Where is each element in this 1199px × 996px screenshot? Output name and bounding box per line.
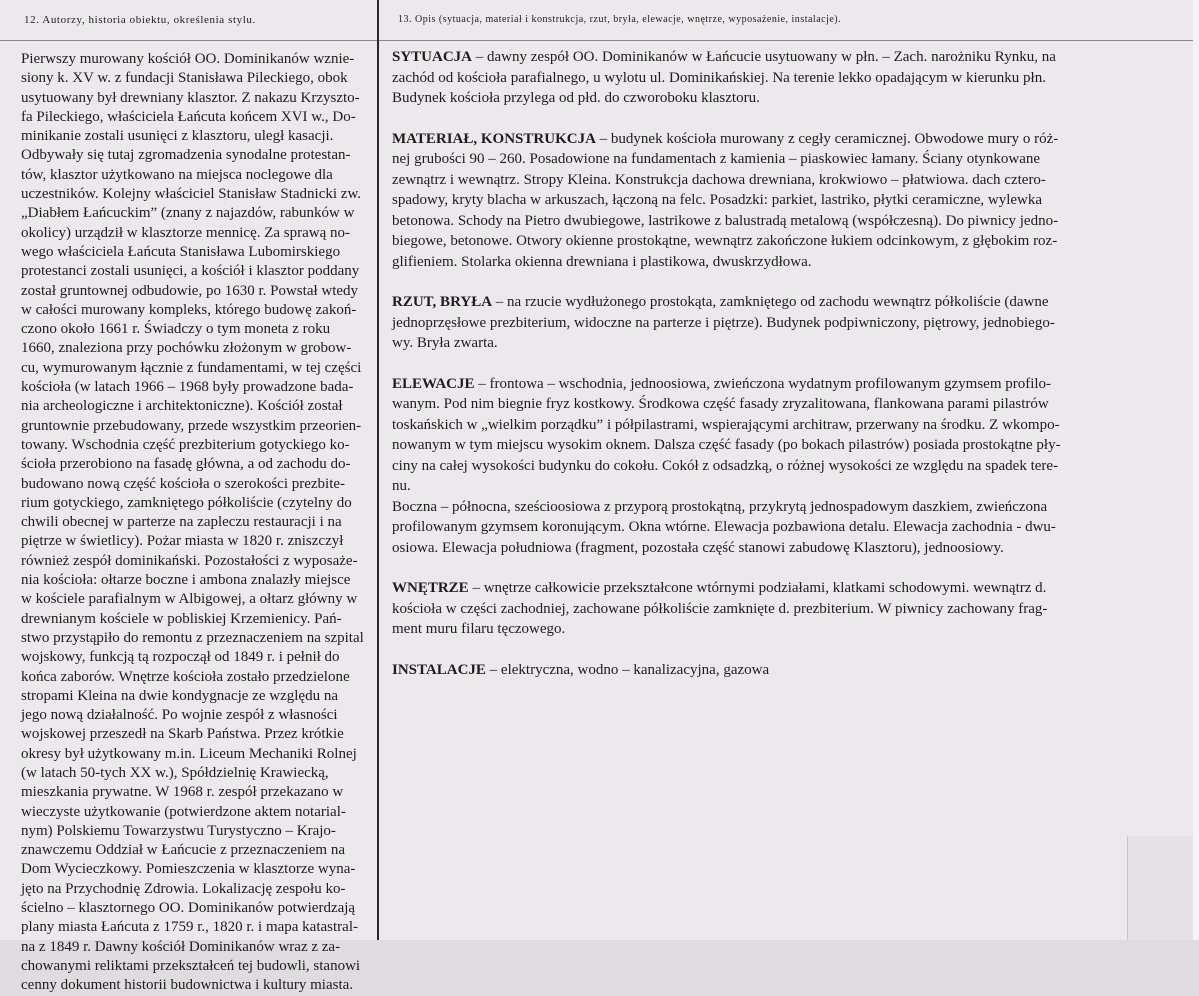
history-text-line: nia kościoła: ołtarze boczne i ambona znalazły miejsce	[21, 572, 351, 589]
description-text-line	[392, 660, 1192, 681]
history-text-line: wojskowej przeszedł na Skarb Państwa. Przez krótkie	[21, 726, 344, 743]
history-text-line: kościoła (w latach 1966 – 1968 były prowadzone bada-	[21, 379, 354, 396]
history-text-line: końca zaborów. Wnętrze kościoła zostało przedzielone	[21, 668, 350, 685]
section-text: ment muru filaru tęczowego.	[392, 621, 566, 637]
history-text-line: gruntownie przebudowany, przede wszystkim przeorien-	[21, 417, 362, 434]
history-text-line: rium gotyckiego, zamkniętego półkoliście (czytelny do	[21, 494, 352, 511]
history-text-line: wojskowy, funkcją tą rozpoczął od 1849 r. i pełnił do	[21, 649, 340, 666]
history-text-line: w całości murowany kompleks, którego budowę zakoń-	[21, 301, 357, 318]
description-section	[392, 47, 1192, 109]
section-text: Boczna – północna, sześcioosiowa z przyporą prostokątną, przykrytą jednospadowym daszkiem, zwieńczona	[392, 498, 1048, 515]
description-text-line	[392, 149, 1192, 170]
section-text: jednoprzęsłowe prezbiterium, widoczne na parterze i piętrze). Budynek podpiwniczony, piętrowy, jednobiego-	[392, 314, 1055, 331]
section-heading: SYTUACJA	[392, 49, 473, 65]
section-text: – frontowa – wschodnia, jednoosiowa, zwieńczona wydatnym profilowanym gzymsem profilo-	[474, 375, 1052, 392]
description-text-line	[392, 129, 1192, 150]
history-text-line: na z 1849 r. Dawny kościół Dominikanów wraz z za-	[21, 938, 341, 955]
description-section	[392, 292, 1192, 354]
description-text-line	[392, 47, 1192, 68]
history-text-line: jęto na Przychodnię Zdrowia. Lokalizację zespołu ko-	[21, 880, 346, 897]
paper-fold	[1127, 836, 1194, 940]
history-text-line: cenny dokument historii budownictwa i kultury miasta.	[21, 977, 354, 994]
history-text-line: ścielno – klasztornego OO. Dominikanów potwierdzają	[21, 900, 356, 917]
section-text: – elektryczna, wodno – kanalizacyjna, gazowa	[485, 661, 770, 678]
history-text-line: okresy był użytkowany m.in. Liceum Mechaniki Rolnej	[21, 745, 357, 762]
section-text: – dawny zespół OO. Dominikanów w Łańcucie usytuowany w płn. – Zach. narożniku Rynku, na	[472, 49, 1056, 65]
description-text-line	[392, 497, 1192, 518]
description-section	[392, 374, 1192, 559]
history-text-line: usytuowany był drewniany klasztor. Z nakazu Krzyszto-	[21, 89, 360, 106]
history-text-line: drewnianym kościele w pobliskiej Krzemienicy. Pań-	[21, 610, 342, 627]
section-text: betonowa. Schody na Pietro dwubiegowe, lastrikowe z balustradą metalową (współczesną). Do piwnicy jedno-	[392, 212, 1059, 229]
description-text-line	[392, 68, 1192, 89]
description-text-line	[392, 619, 1192, 640]
history-text-line: 1660, znaleziona przy pochówku złożonym w grobow-	[21, 340, 352, 357]
section-text: wy. Bryła zwarta.	[392, 335, 498, 351]
history-text-line: tów, klasztor użytkowano na miejsca noclegowe dla	[21, 166, 333, 183]
section-text: wanym. Pod nim biegnie fryz kostkowy. Środkowa część fasady zryzalitowana, flankowana parami pilastrów	[392, 396, 1049, 412]
history-text-line: „Diabłem Łańcuckim” (znany z najazdów, rabunków w	[21, 205, 355, 222]
history-text-line: nym) Polskiemu Towarzystwu Turystyczno – Krajo-	[21, 822, 336, 839]
history-text-line: stropami Kleina na dwie kondygnacje ze względu na	[21, 687, 338, 704]
section-text: nej grubości 90 – 260. Posadowione na fundamentach z kamienia – piaskowiec łamany. Ściany otynkowane	[392, 151, 1041, 167]
column-divider	[377, 0, 379, 940]
section-text: nu.	[392, 478, 411, 494]
section-heading: RZUT, BRYŁA	[392, 294, 493, 310]
history-text-line: jego nową działalność. Po wojnie zespół z własności	[21, 707, 338, 724]
history-text-line: fa Pileckiego, właściciela Łańcuta końcem XVI w., Do-	[21, 108, 356, 125]
section-text: biegowe, betonowe. Otwory okienne prostokątne, wewnątrz zakończone łukiem odcinkowym, z głębokim roz-	[392, 233, 1058, 249]
description-text-line	[392, 231, 1192, 252]
description-text-line	[392, 599, 1192, 620]
history-text-line: uczestników. Kolejny właściciel Stanisław Stadnicki zw.	[21, 186, 362, 203]
description-section	[392, 660, 1192, 681]
description-text-line	[392, 435, 1192, 456]
history-text-line: w kościele parafialnym w Albigowej, a ołtarz główny w	[21, 591, 358, 608]
section-text: zewnątrz i wewnątrz. Stropy Kleina. Konstrukcja dachowa drewniana, krokwiowo – płatwiowa. dach cztero-	[392, 171, 1046, 188]
section-text: profilowanym gzymsem koronującym. Okna wtórne. Elewacja pozbawiona detalu. Elewacja zachodnia - dwu-	[392, 519, 1056, 535]
description-text-line	[392, 415, 1192, 436]
description-section	[392, 129, 1192, 273]
history-text-line: chwili obecnej w parterze na zapleczu restauracji i na	[21, 514, 342, 531]
description-text-line	[392, 578, 1192, 599]
right-column-header: 13. Opis (sytuacja, materiał i konstrukcja, rzut, bryła, elewacje, wnętrze, wyposażenie, instalacje).	[398, 14, 842, 25]
description-text-line	[392, 538, 1192, 559]
history-text-line: znawczemu Oddział w Łańcucie z przeznaczeniem na	[21, 842, 345, 859]
section-text: – na rzucie wydłużonego prostokąta, zamkniętego od zachodu wewnątrz półkoliście (dawne	[492, 294, 1049, 310]
description-text-line	[392, 211, 1192, 232]
history-text-line: towany. Wschodnia część prezbiterium gotyckiego ko-	[21, 436, 350, 453]
section-text: – budynek kościoła murowany z cegły ceramicznej. Obwodowe mury o róż-	[595, 130, 1059, 147]
history-text-line: wego właściciela Łańcuta Stanisława Lubomirskiego	[21, 243, 341, 260]
section-text: kościoła w części zachodniej, zachowane półkoliście zamknięte d. prezbiterium. W piwnicy zachowany frag-	[392, 600, 1048, 617]
history-text-line: budowano nową część kościoła o szerokości prezbite-	[21, 475, 346, 492]
history-text-line: okolicy) urządził w klasztorze mennicę. Za sprawą no-	[21, 224, 351, 241]
section-heading: ELEWACJE	[392, 375, 475, 392]
history-text-line: został gruntownej odbudowie, po 1630 r. Powstał wtedy	[21, 282, 359, 299]
section-heading: MATERIAŁ, KONSTRUKCJA	[392, 130, 596, 147]
section-text: spadowy, kryty blacha w arkuszach, łączoną na felc. Posadzki: parkiet, lastriko, płytki ceramiczne, wylewka	[392, 192, 1043, 208]
description-text-line	[392, 374, 1192, 395]
section-text: toskańskich w „wielkim porządku” i półpilastrami, wspierającymi architraw, przerwany na środku. Z wkompo-	[392, 416, 1060, 433]
history-text-line: siony k. XV w. z fundacji Stanisława Pileckiego, obok	[21, 70, 348, 87]
section-text: Budynek kościoła przylega od płd. do czworoboku klasztoru.	[392, 90, 760, 106]
section-text: – wnętrze całkowicie przekształcone wtórnymi podziałami, klatkami schodowymi. wewnątrz d.	[468, 580, 1047, 596]
history-text-line: wieczyste użytkowanie (potwierdzone aktem notarial-	[21, 803, 346, 820]
history-text-line: Odbywały się tutaj zgromadzenia synodalne protestan-	[21, 147, 351, 164]
history-text-line: Pierwszy murowany kościół OO. Dominikanów wznie-	[21, 51, 355, 67]
history-text-line: chowanymi reliktami przekształceń tej budowli, stanowi	[21, 957, 361, 974]
section-text: nowanym w tym miejscu wysokim oknem. Dalsza część fasady (po bokach pilastrów) posiada prostokątne pły-	[392, 437, 1061, 453]
section-heading: INSTALACJE	[392, 661, 486, 678]
section-text: zachód od kościoła parafialnego, u wylotu ul. Dominikańskiej. Na terenie lekko opadającym w kierunku płn.	[392, 69, 1046, 86]
description-text-line	[392, 88, 1192, 109]
description-text-line	[392, 292, 1192, 313]
section-text: ciny na całej wysokości budynku do cokołu. Cokół z odsadzką, o różnej wysokości ze względu na spadek tere-	[392, 457, 1059, 474]
description-text-line	[392, 333, 1192, 354]
description-text-line	[392, 476, 1192, 497]
description-text-line	[392, 456, 1192, 477]
section-heading: WNĘTRZE	[392, 580, 469, 596]
description-text-line	[392, 170, 1192, 191]
description-text-line	[392, 313, 1192, 334]
history-text-line: mieszkania prywatne. W 1968 r. zespół przekazano w	[21, 784, 344, 801]
history-text-line: protestanci zostali usunięci, a kościół i klasztor poddany	[21, 263, 360, 280]
history-text-line: czono około 1661 r. Świadczy o tym moneta z roku	[21, 321, 331, 338]
description-text-line	[392, 190, 1192, 211]
history-text-line: minikanie zostali usunięci z klasztoru, uległ kasacji.	[21, 128, 334, 145]
header-divider	[0, 40, 1193, 41]
history-text-line: ścioła przerobiono na fasadę główna, a od zachodu do-	[21, 456, 351, 473]
history-text-line: nia archeologiczne i architektoniczne). Kościół został	[21, 398, 343, 415]
description-text-line	[392, 394, 1192, 415]
description-text-line	[392, 517, 1192, 538]
description-column	[392, 47, 1192, 700]
left-column-header: 12. Autorzy, historia obiektu, określenia stylu.	[24, 14, 256, 26]
history-text-line: stwo przystąpiło do remontu z przeznaczeniem na szpital	[21, 629, 364, 646]
history-text-line: (w latach 50-tych XX w.), Spółdzielnię Krawiecką,	[21, 764, 329, 781]
description-section	[392, 578, 1192, 640]
history-text-line: piętrze w świetlicy). Pożar miasta w 1820 r. zniszczył	[21, 533, 344, 550]
history-text-line: cu, wymurowanym łącznie z fundamentami, w tej części	[21, 359, 362, 376]
scan-edge	[1193, 0, 1199, 940]
description-text-line	[392, 252, 1192, 273]
history-column	[21, 50, 373, 994]
history-text-line: plany miasta Łańcuta z 1759 r., 1820 r. i mapa katastral-	[21, 919, 358, 936]
section-text: osiowa. Elewacja południowa (fragment, pozostała część stanowi zabudowę Klasztoru), jednoosiowy.	[392, 539, 1004, 556]
history-text-line: Dom Wycieczkowy. Pomieszczenia w klasztorze wyna-	[21, 861, 356, 878]
section-text: glifieniem. Stolarka okienna drewniana i plastikowa, dwuskrzydłowa.	[392, 253, 812, 270]
history-text-line: również zespół dominikański. Pozostałości z wyposaże-	[21, 552, 358, 569]
